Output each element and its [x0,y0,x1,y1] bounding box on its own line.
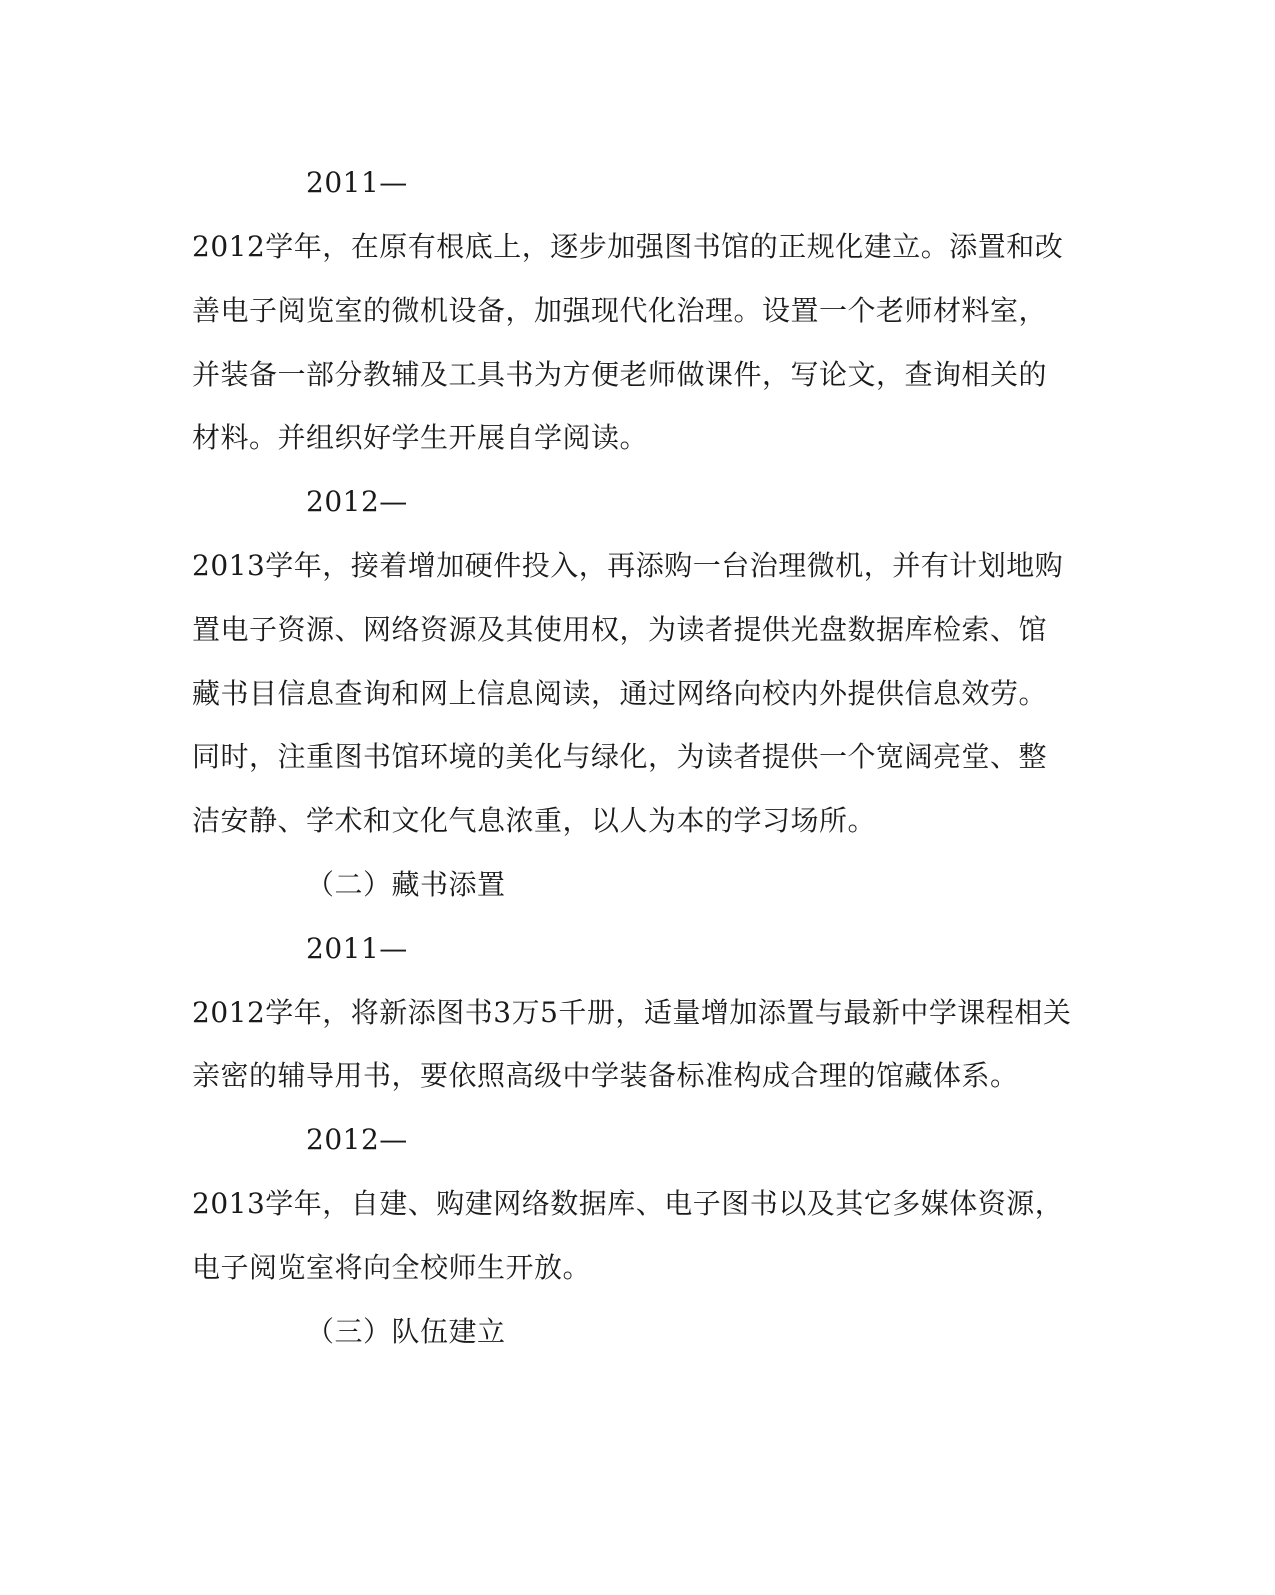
paragraph-line: 材料。并组织好学生开展自学阅读。 [192,421,649,454]
paragraph-line: 同时，注重图书馆环境的美化与绿化，为读者提供一个宽阔亮堂、整 [192,740,1048,773]
paragraph-line: 善电子阅览室的微机设备，加强现代化治理。设置一个老师材料室， [192,294,1048,327]
paragraph-line: 藏书目信息查询和网上信息阅读，通过网络向校内外提供信息效劳。 [192,677,1048,710]
paragraph-line: 亲密的辅导用书，要依照高级中学装备标准构成合理的馆藏体系。 [192,1059,1019,1092]
paragraph-line: 电子阅览室将向全校师生开放。 [192,1251,592,1284]
year-range-start: 2011— [306,166,408,199]
year-range-start: 2011— [306,932,408,965]
paragraph-line: 2013学年，接着增加硬件投入，再添购一台治理微机，并有计划地购 [192,549,1064,582]
paragraph-line: 2012学年，将新添图书3万5千册，适量增加添置与最新中学课程相关 [192,996,1072,1029]
year-range-start: 2012— [306,485,408,518]
paragraph-line: 并装备一部分教辅及工具书为方便老师做课件，写论文，查询相关的 [192,358,1048,391]
paragraph-line: 2012学年，在原有根底上，逐步加强图书馆的正规化建立。添置和改 [192,230,1064,263]
paragraph-line: 2013学年，自建、购建网络数据库、电子图书以及其它多媒体资源， [192,1187,1064,1220]
section-heading: （三）队伍建立 [306,1315,506,1348]
section-heading: （二）藏书添置 [306,868,506,901]
paragraph-line: 洁安静、学术和文化气息浓重，以人为本的学习场所。 [192,804,877,837]
paragraph-line: 置电子资源、网络资源及其使用权，为读者提供光盘数据库检索、馆 [192,613,1048,646]
year-range-start: 2012— [306,1123,408,1156]
